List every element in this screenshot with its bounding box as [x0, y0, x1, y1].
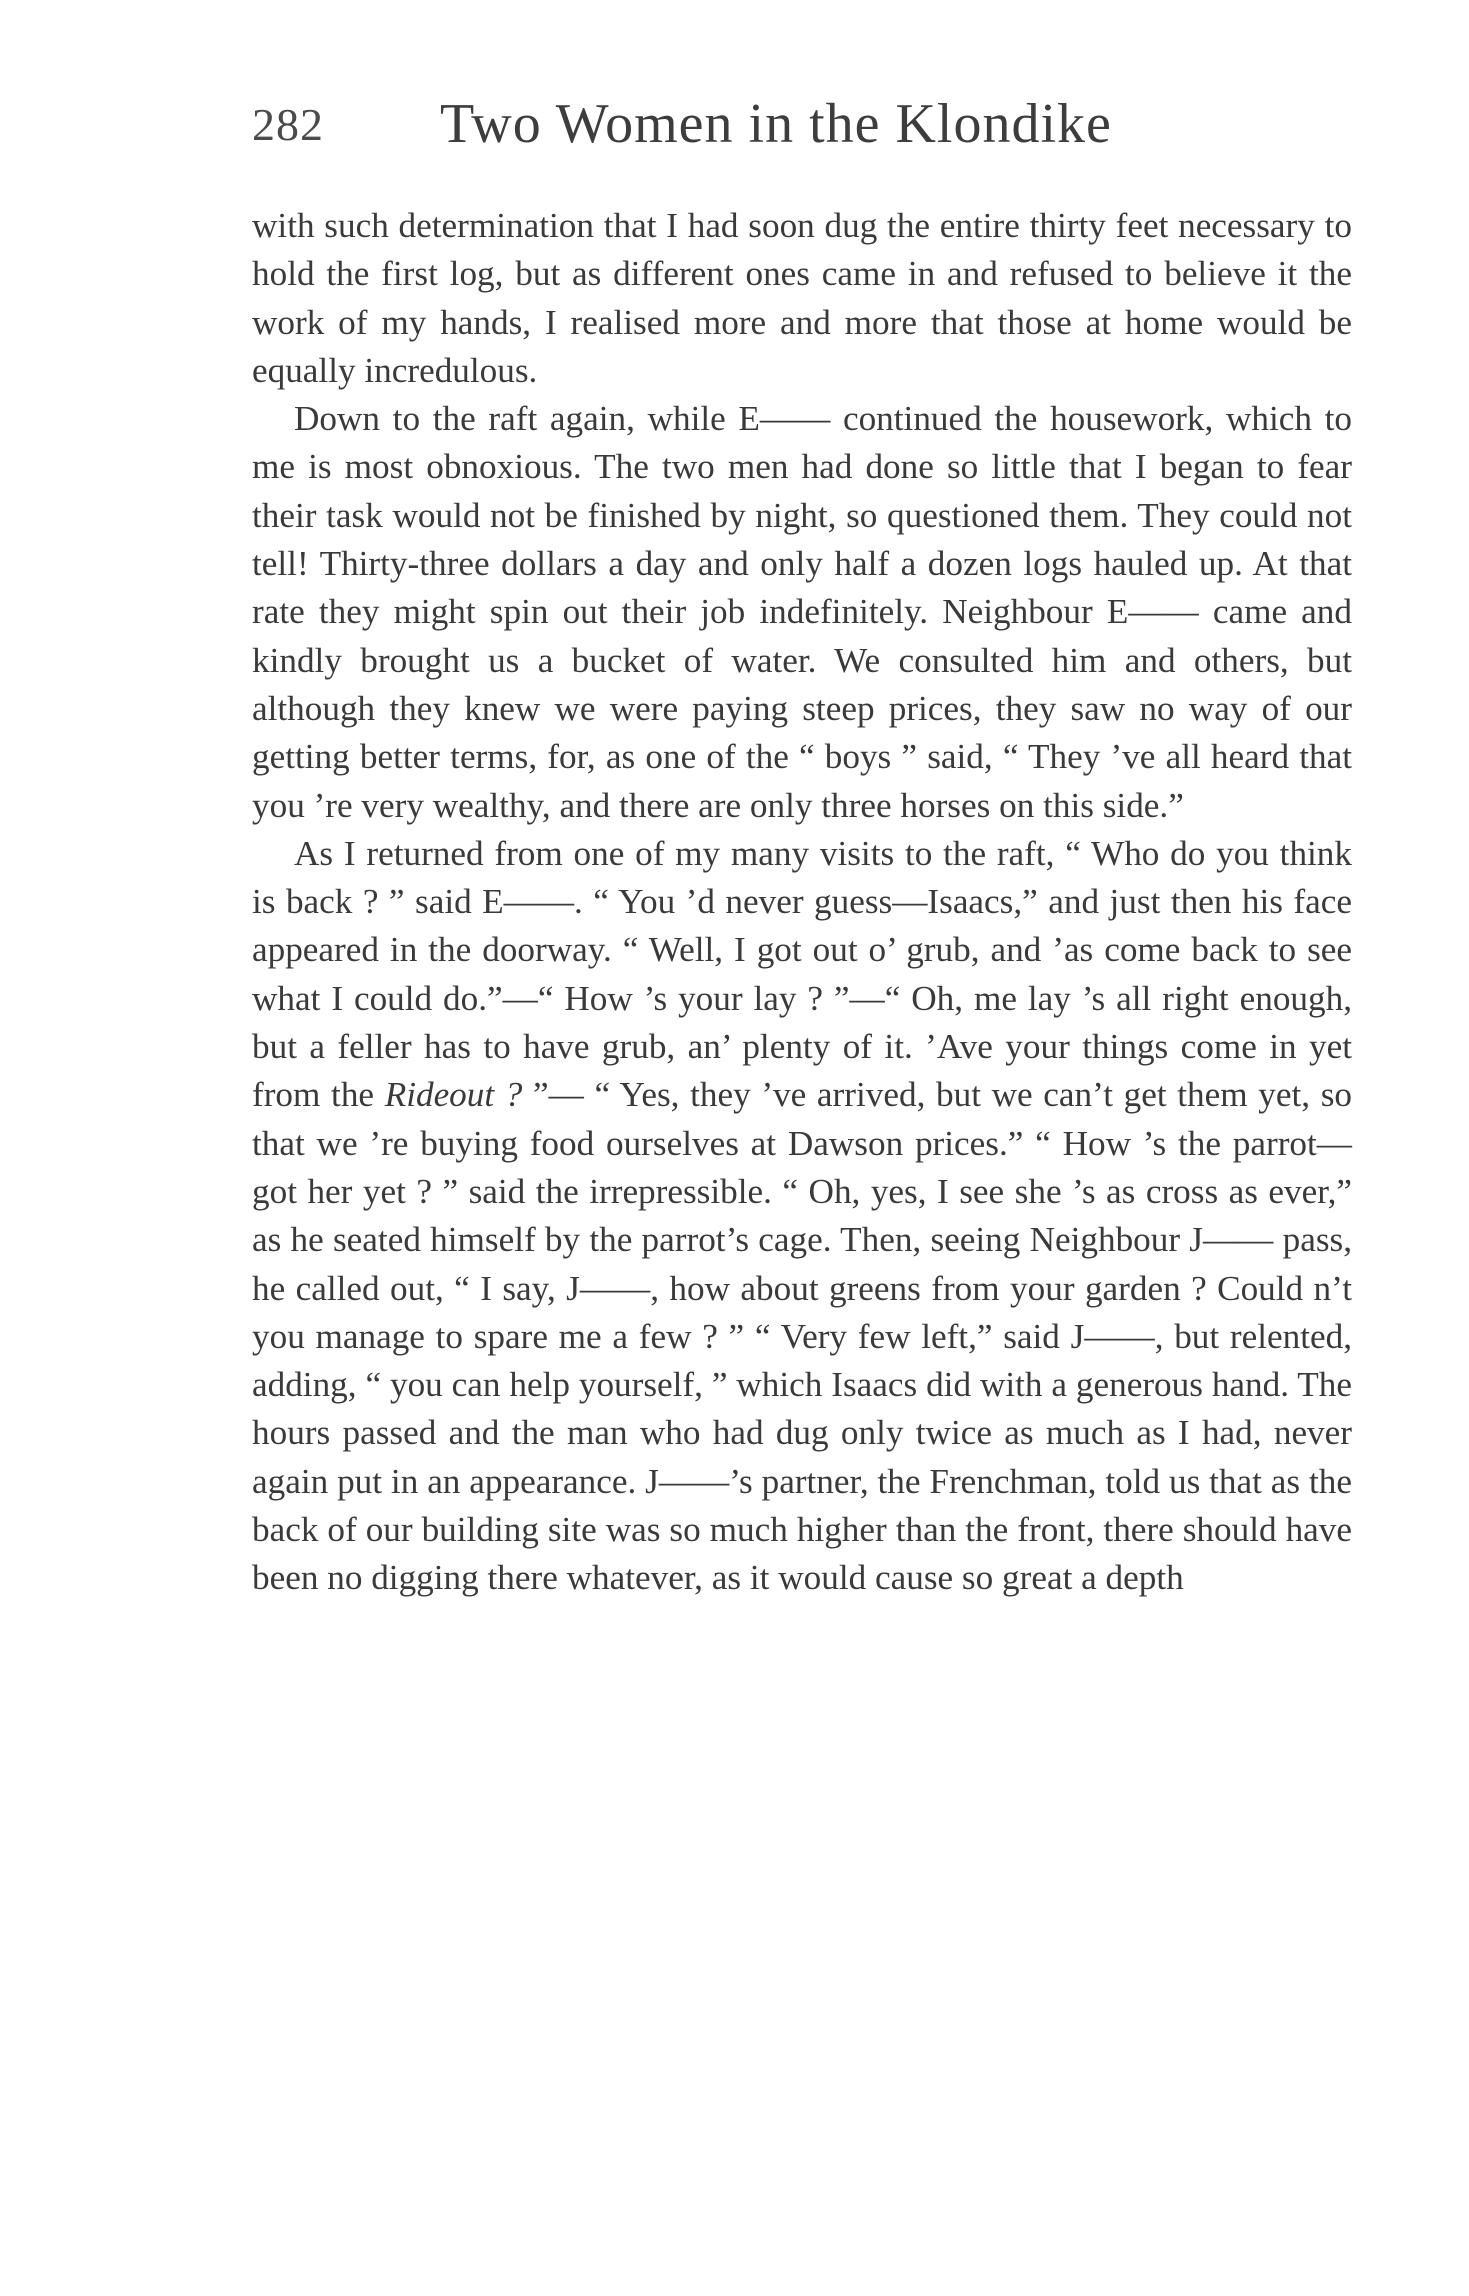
- paragraph-3-text-b: ”— “ Yes, they ’ve arrived, but we can’t get them yet, so that we ’re buying food ourselves at Dawson prices.” “ How ’s the parrot—got her yet ? ” said the irrepressible. “ Oh, yes, I see she ’s as cross as ever,” as he seated himself by the parrot’s cage. Then, seeing Neighbour J—— pass, he called out, “ I say, J——, how about greens from your garden ? Could n’t you manage to spare me a few ? ” “ Very few left,” said J——, but relented, adding, “ you can help yourself, ” which Isaacs did with a generous hand. The hours passed and the man who had dug only twice as much as I had, never again put in an appearance. J——’s partner, the Frenchman, told us that as the back of our building site was so much higher than the front, there should have been no digging there whatever, as it would cause so great a depth: [252, 1075, 1353, 1598]
- paragraph-2: [252, 395, 1352, 830]
- paragraph-3: [252, 830, 1352, 1603]
- page-number: 282: [252, 99, 324, 150]
- body-text: [252, 202, 1352, 1603]
- paragraph-3-text-a: As I returned from one of my many visits to the raft, “ Who do you think is back ? ” said E——. “ You ’d never guess—Isaacs,” and just then his face appeared in the doorway. “ Well, I got out o’ grub, and ’as come back to see what I could do.”—“ How ’s your lay ? ”—“ Oh, me lay ’s all right enough, but a feller has to have grub, an’ plenty of it. ’Ave your things come in yet from the: [252, 833, 1352, 1115]
- paragraph-1-text: with such determination that I had soon dug the entire thirty feet necessary to hold the first log, but as different ones came in and refused to believe it the work of my hands, I realised more and more that those at home would be equally incredulous.: [252, 206, 1352, 390]
- paragraph-1: [252, 202, 1352, 395]
- paragraph-2-text: Down to the raft again, while E—— continued the housework, which to me is most obnoxious. The two men had done so little that I began to fear their task would not be finished by night, so questioned them. They could not tell! Thirty-three dollars a day and only half a dozen logs hauled up. At that rate they might spin out their job indefinitely. Neighbour E—— came and kindly brought us a bucket of water. We consulted him and others, but although they knew we were paying steep prices, they saw no way of our getting better terms, for, as one of the “ boys ” said, “ They ’ve all heard that you ’re very wealthy, and there are only three horses on this side.”: [252, 399, 1352, 825]
- page-header: [252, 92, 1352, 162]
- running-title: Two Women in the Klondike: [440, 93, 1112, 155]
- ship-name-italic: Rideout ?: [384, 1075, 523, 1115]
